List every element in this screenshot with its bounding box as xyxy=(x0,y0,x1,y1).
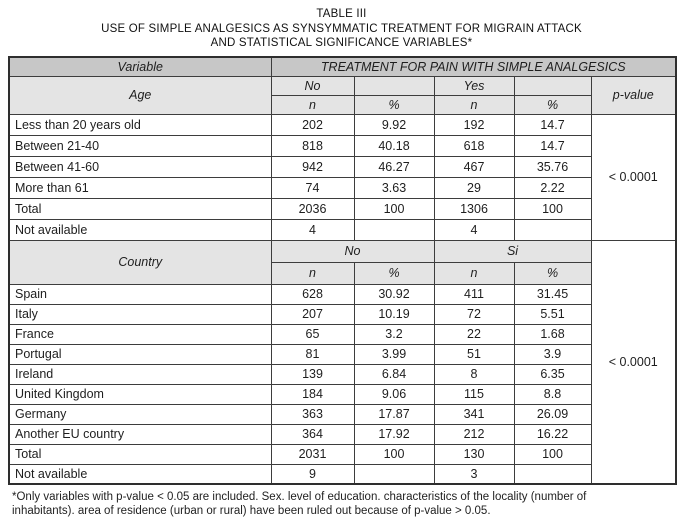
table-row xyxy=(9,156,676,177)
data-cell: 26.09 xyxy=(514,404,591,424)
row-label: Italy xyxy=(9,304,271,324)
data-cell: 100 xyxy=(354,198,434,219)
country-section-header: Country xyxy=(9,240,271,284)
country-no-n-header: n xyxy=(271,262,354,284)
age-yes-pct-header: % xyxy=(514,95,591,114)
row-label: Total xyxy=(9,198,271,219)
table-row xyxy=(9,404,676,424)
data-cell xyxy=(354,219,434,240)
data-cell: 9.92 xyxy=(354,114,434,135)
row-label: Another EU country xyxy=(9,424,271,444)
row-label: Total xyxy=(9,444,271,464)
table-row xyxy=(9,364,676,384)
table-title-line-1: USE OF SIMPLE ANALGESICS AS SYNSYMMATIC TREATMENT FOR MIGRAIN ATTACK xyxy=(101,22,582,35)
row-label: Between 41-60 xyxy=(9,156,271,177)
data-cell: 467 xyxy=(434,156,514,177)
data-cell: 5.51 xyxy=(514,304,591,324)
data-cell: 341 xyxy=(434,404,514,424)
country-si-pct-header: % xyxy=(514,262,591,284)
table-title-line-2: AND STATISTICAL SIGNIFICANCE VARIABLES* xyxy=(210,37,473,49)
data-cell: 3.99 xyxy=(354,344,434,364)
data-cell: 16.22 xyxy=(514,424,591,444)
data-cell: 1306 xyxy=(434,198,514,219)
data-cell: 1.68 xyxy=(514,324,591,344)
variable-header: Variable xyxy=(9,57,271,76)
table-row xyxy=(9,384,676,404)
table-row xyxy=(9,344,676,364)
data-cell: 2.22 xyxy=(514,177,591,198)
data-cell: 100 xyxy=(514,444,591,464)
table-row xyxy=(9,464,676,484)
table-row xyxy=(9,177,676,198)
age-yes-header: Yes xyxy=(434,76,514,95)
data-cell: 8 xyxy=(434,364,514,384)
country-p-value: < 0.0001 xyxy=(591,240,676,484)
data-cell: 22 xyxy=(434,324,514,344)
data-cell: 6.84 xyxy=(354,364,434,384)
age-yes-n-header: n xyxy=(434,95,514,114)
table-row xyxy=(9,219,676,240)
p-value-header: p-value xyxy=(591,76,676,114)
data-cell: 2036 xyxy=(271,198,354,219)
data-cell: 81 xyxy=(271,344,354,364)
row-label: Portugal xyxy=(9,344,271,364)
row-label: Not available xyxy=(9,464,271,484)
data-cell: 3.63 xyxy=(354,177,434,198)
data-cell: 212 xyxy=(434,424,514,444)
data-cell: 72 xyxy=(434,304,514,324)
data-cell: 100 xyxy=(354,444,434,464)
data-cell: 17.87 xyxy=(354,404,434,424)
data-cell: 3.2 xyxy=(354,324,434,344)
country-no-pct-header: % xyxy=(354,262,434,284)
row-label: Germany xyxy=(9,404,271,424)
data-cell: 74 xyxy=(271,177,354,198)
age-no-n-header: n xyxy=(271,95,354,114)
data-cell: 3 xyxy=(434,464,514,484)
data-cell xyxy=(514,464,591,484)
data-cell: 8.8 xyxy=(514,384,591,404)
data-cell: 46.27 xyxy=(354,156,434,177)
data-cell: 4 xyxy=(271,219,354,240)
row-label: More than 61 xyxy=(9,177,271,198)
table-row xyxy=(9,57,676,76)
table-row xyxy=(9,135,676,156)
row-label: Spain xyxy=(9,284,271,304)
data-cell xyxy=(514,219,591,240)
table-number: TABLE III xyxy=(316,8,367,20)
row-label: Less than 20 years old xyxy=(9,114,271,135)
data-cell: 130 xyxy=(434,444,514,464)
row-label: Not available xyxy=(9,219,271,240)
data-cell: 115 xyxy=(434,384,514,404)
table-row xyxy=(9,284,676,304)
age-yes-spacer xyxy=(514,76,591,95)
results-table xyxy=(8,56,677,485)
data-cell: 192 xyxy=(434,114,514,135)
age-p-value: < 0.0001 xyxy=(591,114,676,240)
data-cell: 628 xyxy=(271,284,354,304)
row-label: Between 21-40 xyxy=(9,135,271,156)
data-cell: 51 xyxy=(434,344,514,364)
data-cell: 184 xyxy=(271,384,354,404)
data-cell xyxy=(354,464,434,484)
footnote: *Only variables with p-value < 0.05 are included. Sex. level of education. characteristics of the locality (number of inhabitants). area of residence (urban or rural) have been ruled out because of p-value > 0.05. xyxy=(12,491,587,517)
data-cell: 139 xyxy=(271,364,354,384)
country-no-header: No xyxy=(271,240,434,262)
data-cell: 4 xyxy=(434,219,514,240)
table-row xyxy=(9,240,676,262)
table-row xyxy=(9,114,676,135)
age-no-header: No xyxy=(271,76,354,95)
age-no-pct-header: % xyxy=(354,95,434,114)
data-cell: 618 xyxy=(434,135,514,156)
data-cell: 818 xyxy=(271,135,354,156)
age-section-header: Age xyxy=(9,76,271,114)
data-cell: 29 xyxy=(434,177,514,198)
data-cell: 65 xyxy=(271,324,354,344)
table-title xyxy=(0,7,683,51)
table-row xyxy=(9,76,676,95)
data-cell: 363 xyxy=(271,404,354,424)
data-cell: 3.9 xyxy=(514,344,591,364)
data-cell: 411 xyxy=(434,284,514,304)
row-label: Ireland xyxy=(9,364,271,384)
table-row xyxy=(9,324,676,344)
data-cell: 364 xyxy=(271,424,354,444)
data-cell: 40.18 xyxy=(354,135,434,156)
data-cell: 202 xyxy=(271,114,354,135)
data-cell: 9.06 xyxy=(354,384,434,404)
table-row xyxy=(9,198,676,219)
data-cell: 2031 xyxy=(271,444,354,464)
table-row xyxy=(9,424,676,444)
data-cell: 10.19 xyxy=(354,304,434,324)
data-cell: 17.92 xyxy=(354,424,434,444)
data-cell: 6.35 xyxy=(514,364,591,384)
age-no-spacer xyxy=(354,76,434,95)
row-label: United Kingdom xyxy=(9,384,271,404)
treatment-header: TREATMENT FOR PAIN WITH SIMPLE ANALGESICS xyxy=(271,57,676,76)
data-cell: 9 xyxy=(271,464,354,484)
data-cell: 14.7 xyxy=(514,114,591,135)
country-si-header: Si xyxy=(434,240,591,262)
country-si-n-header: n xyxy=(434,262,514,284)
table-row xyxy=(9,304,676,324)
data-cell: 942 xyxy=(271,156,354,177)
table-row xyxy=(9,444,676,464)
data-cell: 31.45 xyxy=(514,284,591,304)
row-label: France xyxy=(9,324,271,344)
data-cell: 35.76 xyxy=(514,156,591,177)
data-cell: 14.7 xyxy=(514,135,591,156)
data-cell: 30.92 xyxy=(354,284,434,304)
data-cell: 100 xyxy=(514,198,591,219)
data-cell: 207 xyxy=(271,304,354,324)
